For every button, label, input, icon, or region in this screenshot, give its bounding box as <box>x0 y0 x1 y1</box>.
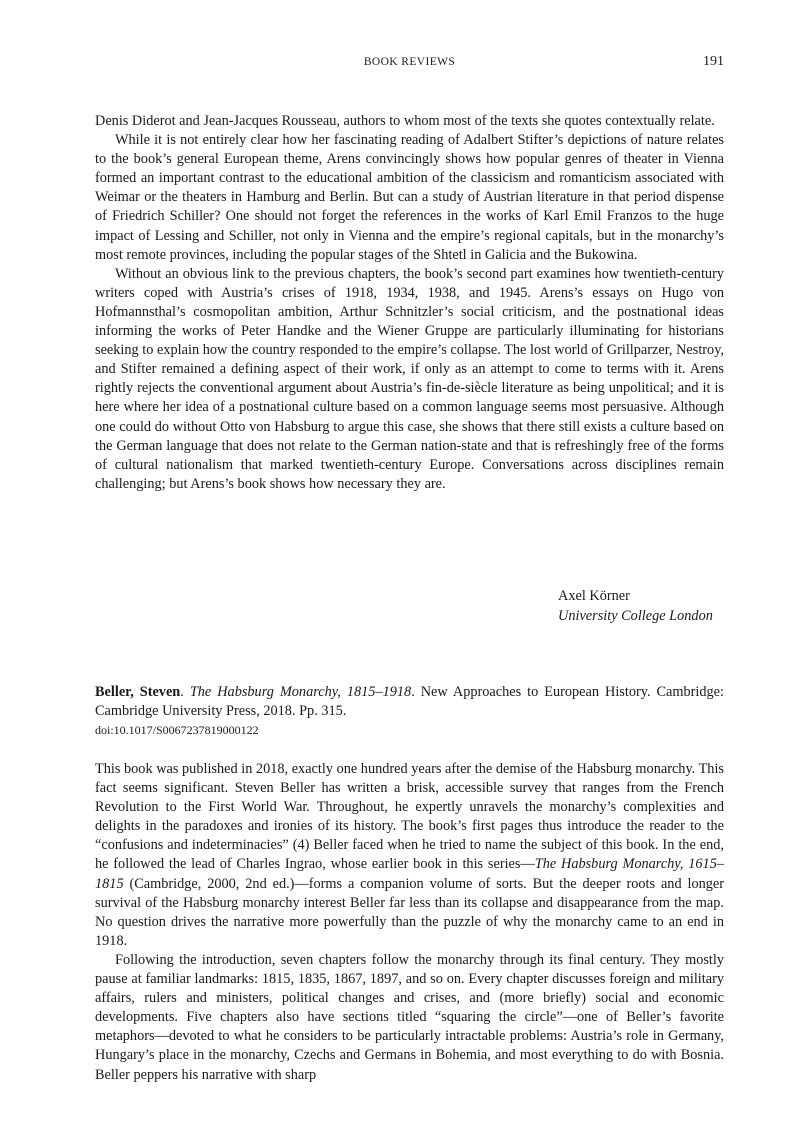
review-2-p1-text: This book was published in 2018, exactly one hundred years after the demise of the Habsburg monarchy. This fact seems significant. Steven Beller has written a brisk, accessible survey that ranges from the French Revolution to the First World War. Throughout, he expertly unravels the monarchy’s complexities and delights in the paradoxes and ironies of its history. The book’s first pages thus introduce the reader to the “confusions and indeterminacies” (4) Beller faced when he tried to name the subject of this book. In the end, he followed the lead of Charles Ingrao, whose earlier book in this series— <box>95 761 724 873</box>
citation-author: Beller, Steven <box>95 684 181 700</box>
doi: doi:10.1017/S0067237819000122 <box>95 723 259 737</box>
reviewer-affiliation: University College London <box>558 607 713 624</box>
review-1-paragraph: Denis Diderot and Jean-Jacques Rousseau, authors to whom most of the texts she quotes contextually relate. <box>95 113 715 129</box>
review-1-paragraph: Without an obvious link to the previous chapters, the book’s second part examines how twentieth-century writers coped with Austria’s crises of 1918, 1934, 1938, and 1945. Arens’s essays on Hugo von Hofmannsthal’s cosmopolitan ambition, Arthur Schnitzler’s social criticism, and the postnational ideas informing the works of Peter Handke and the Wiener Gruppe are particularly illuminating for historians seeking to explain how the country responded to the empire’s collapse. The lost world of Grillparzer, Nestroy, and Stifter remained a defining aspect of their work, if only as an attempt to come to terms with it. Arens rightly rejects the conventional argument about Austria’s fin-de-siècle literature as being unpolitical; and it is here where her idea of a postnational culture based on a common language seems most persuasive. Although one could do without Otto von Habsburg to argue this case, she shows that there still exists a culture based on the German language that does not relate to the German nation-state and that is refreshingly free of the forms of cultural nationalism that marked twentieth-century Europe. Conversations across disciplines remain challenging; but Arens’s book shows how necessary they are. <box>95 265 724 492</box>
book-citation: Beller, Steven. The Habsburg Monarchy, 1815–1918. New Approaches to European History. Cambridge: Cambridge University Press, 2018. Pp. 315. <box>95 684 724 720</box>
review-2-body <box>95 760 724 1085</box>
citation-title: The Habsburg Monarchy, 1815–1918 <box>189 684 412 700</box>
review-1-paragraph: While it is not entirely clear how her fascinating reading of Adalbert Stifter’s depictions of nature relates to the book’s general European theme, Arens convincingly shows how popular genres of theater in Vienna formed an important contrast to the educational ambition of the classicism and romanticism associated with Weimar or the theaters in Hamburg and Berlin. But can a study of Austrian literature in that period dispense of Friedrich Schiller? One should not forget the references in the works of Karl Emil Franzos to the huge impact of Lessing and Schiller, not only in Vienna and the empire’s regional capitals, but in the monarchy’s most remote provinces, including the popular stages of the Shtetl in Galicia and the Bukowina. <box>95 132 724 263</box>
review-1-body <box>95 112 724 494</box>
citation-details: . New Approaches to European History. Cambridge: Cambridge University Press, 2018. Pp. 315. <box>95 684 724 720</box>
review-2-paragraph <box>95 760 724 951</box>
reviewer-signature <box>558 587 728 626</box>
page-number: 191 <box>703 54 724 69</box>
review-2-p1-italic-title: The Habsburg Monarchy, 1615–1815 <box>95 856 724 892</box>
review-2-paragraph: Following the introduction, seven chapters follow the monarchy through its final century. They mostly pause at familiar landmarks: 1815, 1835, 1867, 1897, and so on. Every chapter discusses foreign and military affairs, rulers and ministers, political changes and crises, and (more briefly) social and economic developments. Five chapters also have sections titled “squaring the circle”—one of Beller’s favorite metaphors—devoted to what he considers to be particularly intractable problems: Austria’s role in Germany, Hungary’s place in the monarchy, Czechs and Germans in Bohemia, and most everything to do with Bosnia. Beller peppers his narrative with sharp <box>95 951 724 1083</box>
running-title: BOOK REVIEWS <box>363 56 456 68</box>
review-2-p1-text-cont: (Cambridge, 2000, 2nd ed.)—forms a companion volume of sorts. But the deeper roots and longer survival of the Habsburg monarchy interest Beller far less than its collapse and disappearance from the map. No question drives the narrative more powerfully than the puzzle of why the monarchy came to an end in 1918. <box>95 875 724 949</box>
running-head <box>95 54 724 72</box>
reviewer-name: Axel Körner <box>558 588 630 604</box>
